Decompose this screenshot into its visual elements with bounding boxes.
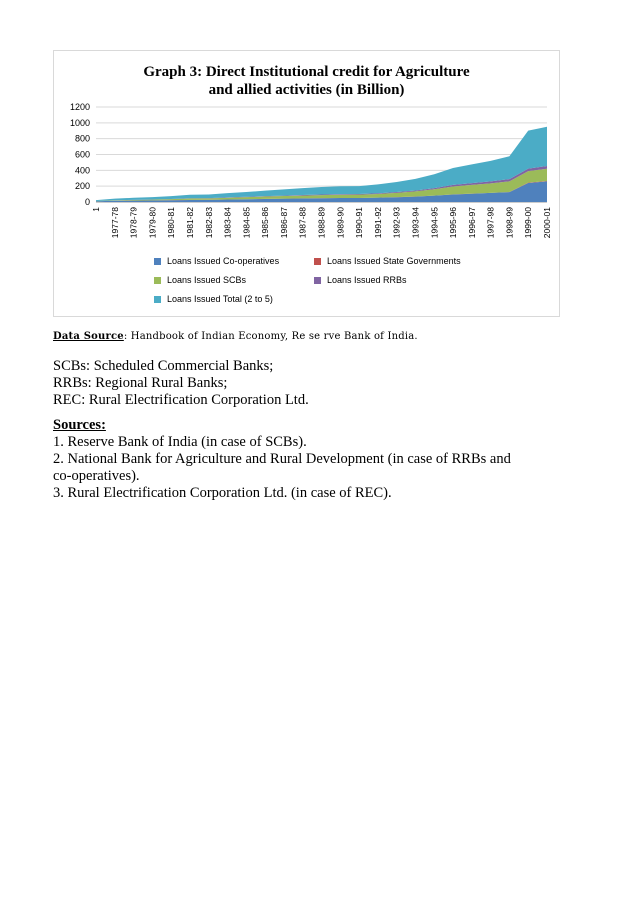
y-tick-label: 200 [74, 181, 90, 192]
x-tick-label: 1986-87 [278, 207, 289, 239]
x-tick-label: 1992-93 [391, 207, 402, 239]
x-tick-label: 1990-91 [354, 207, 365, 239]
data-source-label: Data Source [53, 331, 124, 342]
x-tick-label: 1982-83 [203, 207, 214, 239]
legend-label: Loans Issued Co-operatives [167, 256, 280, 266]
x-tick-label: 1991-92 [372, 207, 383, 239]
data-source-text: : Handbook of Indian Economy, Re se rve Bank of India. [123, 331, 418, 342]
x-tick-label: 1996-97 [466, 207, 477, 239]
legend-item [154, 256, 279, 266]
x-tick-label: 1 [91, 207, 101, 212]
source-item-1: 1. Reserve Bank of India (in case of SCBs). [53, 434, 307, 450]
y-tick-label: 800 [74, 133, 90, 144]
sources-block [53, 417, 511, 502]
legend-swatch [314, 277, 321, 284]
legend-label: Loans Issued Total (2 to 5) [167, 294, 273, 304]
y-tick-label: 1000 [69, 117, 90, 128]
y-tick-label: 600 [74, 149, 90, 160]
x-tick-label: 1985-86 [260, 207, 271, 239]
x-tick-label: 1984-85 [241, 207, 252, 239]
legend-label: Loans Issued RRBs [327, 275, 407, 285]
x-tick-label: 1999-00 [523, 207, 534, 239]
source-item-2: 2. National Bank for Agriculture and Rural Development (in case of RRBs and [53, 451, 511, 467]
area-chart-plot [54, 51, 559, 251]
abbrev-rec: REC: Rural Electrification Corporation Ltd. [53, 392, 309, 408]
x-tick-label: 2000-01 [542, 207, 552, 239]
x-tick-label: 1994-95 [429, 207, 440, 239]
sources-title: Sources: [53, 417, 106, 433]
x-tick-label: 1987-88 [297, 207, 308, 239]
legend-item [314, 256, 461, 266]
legend-swatch [154, 277, 161, 284]
x-tick-label: 1983-84 [222, 207, 233, 239]
legend-item [154, 294, 273, 304]
x-tick-label: 1981-82 [184, 207, 195, 239]
x-tick-label: 1998-99 [504, 207, 515, 239]
legend-item [154, 275, 246, 285]
legend-label: Loans Issued SCBs [167, 275, 247, 285]
chart-title-line1: Graph 3: Direct Institutional credit for Agriculture [143, 64, 470, 80]
data-source-note [53, 331, 418, 342]
x-tick-label: 1977-78 [109, 207, 120, 239]
x-tick-label: 1993-94 [410, 207, 421, 239]
x-tick-label: 1980-81 [166, 207, 177, 239]
legend-swatch [154, 296, 161, 303]
x-tick-label: 1988-89 [316, 207, 327, 239]
y-tick-label: 1200 [69, 102, 90, 112]
x-tick-label: 1997-98 [485, 207, 496, 239]
x-tick-label: 1995-96 [448, 207, 459, 239]
legend-swatch [154, 258, 161, 265]
legend-item [314, 275, 407, 285]
source-item-2-continued: co-operatives). [53, 468, 140, 484]
chart-title-line2: and allied activities (in Billion) [208, 82, 405, 98]
legend-label: Loans Issued State Governments [327, 256, 461, 266]
source-item-3: 3. Rural Electrification Corporation Ltd. (in case of REC). [53, 485, 392, 501]
chart-container [53, 50, 560, 317]
x-tick-label: 1978-79 [128, 207, 139, 239]
x-tick-label: 1979-80 [147, 207, 158, 239]
abbrev-scbs: SCBs: Scheduled Commercial Banks; [53, 358, 274, 374]
abbreviations-block [53, 358, 309, 409]
x-tick-label: 1989-90 [335, 207, 346, 239]
abbrev-rrbs: RRBs: Regional Rural Banks; [53, 375, 228, 391]
y-tick-label: 0 [84, 197, 90, 207]
legend-swatch [314, 258, 321, 265]
y-tick-label: 400 [74, 165, 90, 176]
